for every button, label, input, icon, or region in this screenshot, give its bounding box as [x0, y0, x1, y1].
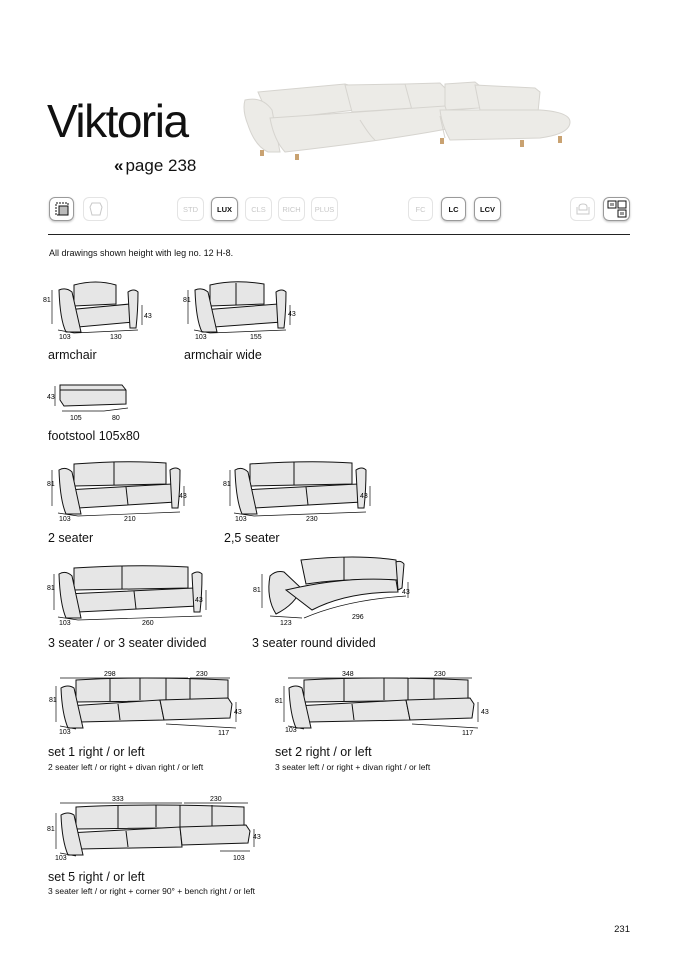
dim-height: 81	[253, 587, 261, 594]
dim-seat-height: 43	[360, 493, 368, 500]
dim-width-main: 348	[342, 671, 354, 678]
dim-depth: 103	[55, 855, 67, 862]
item-label-three-round: 3 seater round divided	[252, 636, 376, 650]
dim-width-bench: 230	[210, 796, 222, 803]
dim-height: 43	[47, 394, 55, 401]
three-round-drawing	[246, 552, 421, 630]
dim-height: 81	[49, 697, 57, 704]
dim-bench-depth: 103	[233, 855, 245, 862]
dim-seat-height: 43	[234, 709, 242, 716]
dim-height: 81	[47, 585, 55, 592]
dim-width-main: 333	[112, 796, 124, 803]
item-subtext-set2: 3 seater left / or right + divan right / or left	[275, 762, 431, 772]
cover-fc: FC	[408, 197, 433, 221]
item-label-set2: set 2 right / or left	[275, 745, 372, 759]
dim-width: 130	[110, 334, 122, 341]
double-arrow-icon: «	[114, 156, 124, 175]
dim-depth: 103	[59, 334, 71, 341]
armchair-wide-drawing	[174, 280, 304, 342]
dim-seat-height: 43	[195, 597, 203, 604]
hero-sofa-image	[240, 80, 575, 165]
dim-depth: 103	[285, 727, 297, 734]
dim-depth: 80	[112, 415, 120, 422]
dim-height: 81	[43, 297, 51, 304]
dim-height: 81	[275, 698, 283, 705]
dim-width-divan: 230	[196, 671, 208, 678]
comfort-plus: PLUS	[311, 197, 338, 221]
cover-lcv: LCV	[474, 197, 501, 221]
three-seater-drawing	[38, 562, 213, 630]
feature-icon-bar	[0, 197, 677, 223]
header-divider	[48, 234, 630, 235]
dim-height: 81	[183, 297, 191, 304]
item-label-footstool: footstool 105x80	[48, 429, 140, 443]
dim-width: 155	[250, 334, 262, 341]
set2-drawing	[268, 666, 498, 740]
dim-divan-depth: 117	[218, 730, 230, 737]
drawing-note: All drawings shown height with leg no. 12 H-8.	[49, 248, 234, 258]
two-seater-drawing	[38, 458, 198, 526]
item-label-armchair-wide: armchair wide	[184, 348, 262, 362]
item-label-two-seater: 2 seater	[48, 531, 94, 545]
dim-height: 81	[47, 481, 55, 488]
dim-width: 105	[70, 415, 82, 422]
page-title: Viktoria	[47, 95, 188, 147]
dim-width: 296	[352, 614, 364, 621]
dim-depth: 123	[280, 620, 292, 627]
leather-hide-icon	[83, 197, 108, 221]
item-label-two-half-seater: 2,5 seater	[224, 531, 280, 545]
item-subtext-set1: 2 seater left / or right + divan right / or left	[48, 762, 204, 772]
item-label-set5: set 5 right / or left	[48, 870, 145, 884]
set1-drawing	[40, 666, 250, 740]
page-reference-text: page 238	[125, 156, 197, 175]
two-half-seater-drawing	[214, 458, 382, 526]
footstool-drawing	[42, 380, 142, 425]
dim-seat-height: 43	[288, 311, 296, 318]
dim-width: 260	[142, 620, 154, 627]
item-label-three-seater: 3 seater / or 3 seater divided	[48, 636, 207, 650]
fabric-swatch-icon	[49, 197, 74, 221]
comfort-cls: CLS	[245, 197, 272, 221]
page-reference	[114, 156, 196, 176]
item-label-set1: set 1 right / or left	[48, 745, 145, 759]
dim-depth: 103	[59, 620, 71, 627]
comfort-lux: LUX	[211, 197, 238, 221]
dim-width-main: 298	[104, 671, 116, 678]
item-subtext-set5: 3 seater left / or right + corner 90° + bench right / or left	[48, 886, 256, 896]
dim-depth: 103	[59, 516, 71, 523]
dim-seat-height: 43	[179, 493, 187, 500]
set5-drawing	[40, 793, 270, 867]
armchair-drawing	[38, 280, 163, 342]
cover-lc: LC	[441, 197, 466, 221]
dim-height: 81	[223, 481, 231, 488]
dim-depth: 103	[195, 334, 207, 341]
page-number: 231	[614, 924, 630, 935]
comfort-std: STD	[177, 197, 204, 221]
sofa-icon	[570, 197, 595, 221]
dim-width: 230	[306, 516, 318, 523]
dim-seat-height: 43	[481, 709, 489, 716]
dim-seat-height: 43	[144, 313, 152, 320]
dim-depth: 103	[235, 516, 247, 523]
dim-width: 210	[124, 516, 136, 523]
item-label-armchair: armchair	[48, 348, 97, 362]
dim-seat-height: 43	[402, 589, 410, 596]
comfort-rich: RICH	[278, 197, 305, 221]
dim-depth: 103	[59, 729, 71, 736]
dim-height: 81	[47, 826, 55, 833]
dim-seat-height: 43	[253, 834, 261, 841]
dim-divan-depth: 117	[462, 730, 474, 737]
modules-icon	[603, 197, 630, 221]
dim-width-divan: 230	[434, 671, 446, 678]
